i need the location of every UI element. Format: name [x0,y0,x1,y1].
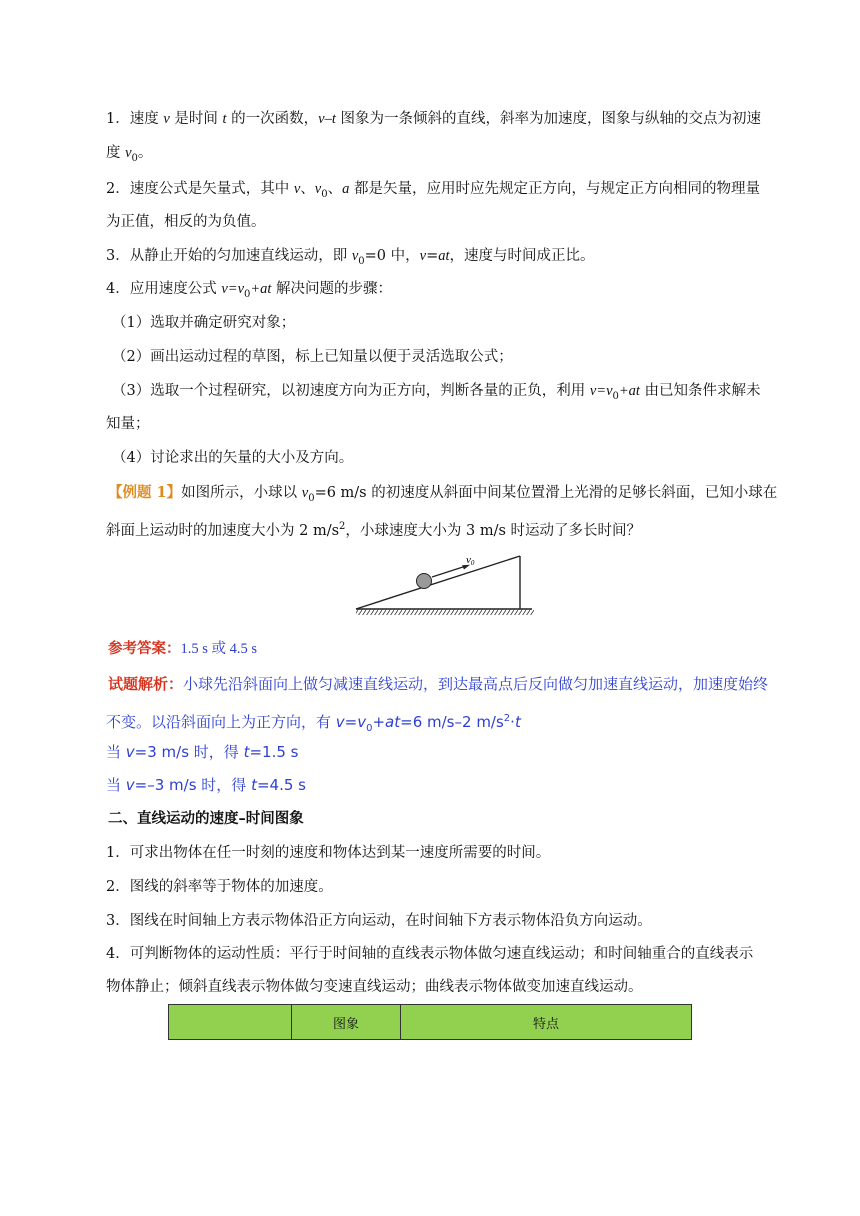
subscript: 0 [366,723,373,734]
formula: +at [372,713,401,731]
text: 当 [106,776,126,794]
table-header-cell [169,1005,292,1040]
step-2: （2）画出运动过程的草图，标上已知量以便于灵活选取公式； [112,349,513,365]
formula: v=v [335,713,367,731]
text: 的一次函数， [226,111,319,127]
text: 是时间 [169,111,223,127]
subscript: 0 [321,188,328,200]
symbol: v–t [318,111,336,127]
text: 斜面上运动时的加速度大小为 2 m/s [106,522,340,539]
v0-label: v0 [466,554,475,567]
symbol: t [514,713,521,731]
analysis-line-3 [106,736,786,769]
text: 1．速度 [106,111,164,127]
text: 2．速度公式是矢量式，其中 [106,181,294,197]
step-3-cont: 知量； [106,416,150,432]
symbol: v [125,743,135,761]
text: 不变。以沿斜面向上为正方向，有 [106,713,336,731]
text: 为正值，相反的为负值。 [106,214,266,230]
symbol: t [251,776,257,794]
point-4 [106,273,786,311]
text: =–3 m/s 时，得 [134,776,252,794]
point-2-cont [106,206,786,239]
text: 当 [106,743,126,761]
text: =0 中， [364,248,420,264]
symbol: v [419,248,427,264]
text: 、 [300,181,315,197]
text: · [510,713,515,731]
answer-label: 参考答案： [108,641,181,657]
symbol: at [438,248,450,264]
example-1-cont [106,510,786,548]
text: 都是矢量，应用时应先规定正方向，与规定正方向相同的物理量 [349,181,760,197]
text: ，小球速度大小为 3 m/s 时运动了多长时间？ [345,522,642,539]
section2-point-1: 1．可求出物体在任一时刻的速度和物体达到某一速度所需要的时间。 [106,845,551,861]
text: 3．从静止开始的匀加速直线运动，即 [106,248,352,264]
text: 4．应用速度公式 [106,281,222,297]
superscript: 2 [503,713,511,724]
example-label: 【例题 1】 [108,484,182,501]
section-heading: 二、直线运动的速度–时间图象 [108,810,304,827]
text: 度 [106,145,126,161]
symbol: v [293,181,301,197]
section2-point-4-cont: 物体静止；倾斜直线表示物体做匀变速直线运动；曲线表示物体做变加速直线运动。 [106,979,643,995]
section2-point-2: 2．图线的斜率等于物体的加速度。 [106,879,333,895]
step-1: （1）选取并确定研究对象； [112,315,296,331]
text: 如图所示，小球以 [181,485,302,501]
text: =3 m/s 时，得 [134,743,244,761]
text: 解决问题的步骤： [271,281,393,297]
vt-graph-table [168,1004,692,1040]
symbol: t [222,111,227,127]
symbol: v [314,181,322,197]
text: = [426,248,439,264]
text: 。 [137,145,153,161]
subscript: 0 [244,288,251,300]
analysis-label: 试题解析： [108,675,184,693]
text: =1.5 s [249,743,299,761]
formula: +at [250,281,272,297]
subscript: 0 [612,390,619,402]
superscript: 2 [339,521,346,532]
text: =6 m/s 的初速度从斜面中间某位置滑上光滑的足够长斜面，已知小球在 [314,485,778,501]
table-header-cell: 特点 [401,1005,692,1040]
symbol: v [163,111,170,127]
text: 小球先沿斜面向上做匀减速直线运动，到达最高点后反向做匀加速直线运动，加速度始终 [183,675,769,693]
table-header-row [169,1005,692,1040]
symbol: a [342,181,350,197]
incline-surface [356,556,520,609]
text: =6 m/s–2 m/s [400,713,504,731]
table-header-cell: 图象 [292,1005,401,1040]
formula: v=v [589,383,613,399]
text: 、 [327,181,343,197]
section2-point-4: 4．可判断物体的运动性质：平行于时间轴的直线表示物体做匀速直线运动；和时间轴重合的直线表示 [106,946,754,962]
symbol: v [301,485,309,501]
text: ，速度与时间成正比。 [449,248,595,264]
text: 图象为一条倾斜的直线，斜率为加速度，图象与纵轴的交点为初速 [335,111,761,127]
text: （3）选取一个过程研究，以初速度方向为正方向，判断各量的正负，利用 [112,383,590,399]
answer-text: 1.5 s 或 4.5 s [180,641,258,657]
analysis-line-4 [106,769,786,802]
subscript: 0 [308,492,315,504]
symbol: v [125,776,135,794]
formula: +at [618,383,640,399]
formula: v=v [221,281,244,297]
ball [417,574,432,589]
subscript: 0 [358,255,365,267]
text: 由已知条件求解未 [639,383,761,399]
subscript: 0 [131,152,138,164]
section2-point-3: 3．图线在时间轴上方表示物体沿正方向运动，在时间轴下方表示物体沿负方向运动。 [106,913,652,929]
step-4: （4）讨论求出的矢量的大小及方向。 [112,450,354,466]
reference-answer [108,633,788,666]
ground-hatch [356,609,534,615]
point-1-cont [106,137,786,175]
analysis-line-1 [108,668,788,701]
incline-figure [354,550,534,626]
point-1 [106,103,786,136]
symbol: v [351,248,359,264]
text: =4.5 s [256,776,306,794]
symbol: t [243,743,250,761]
symbol: v [125,145,132,161]
